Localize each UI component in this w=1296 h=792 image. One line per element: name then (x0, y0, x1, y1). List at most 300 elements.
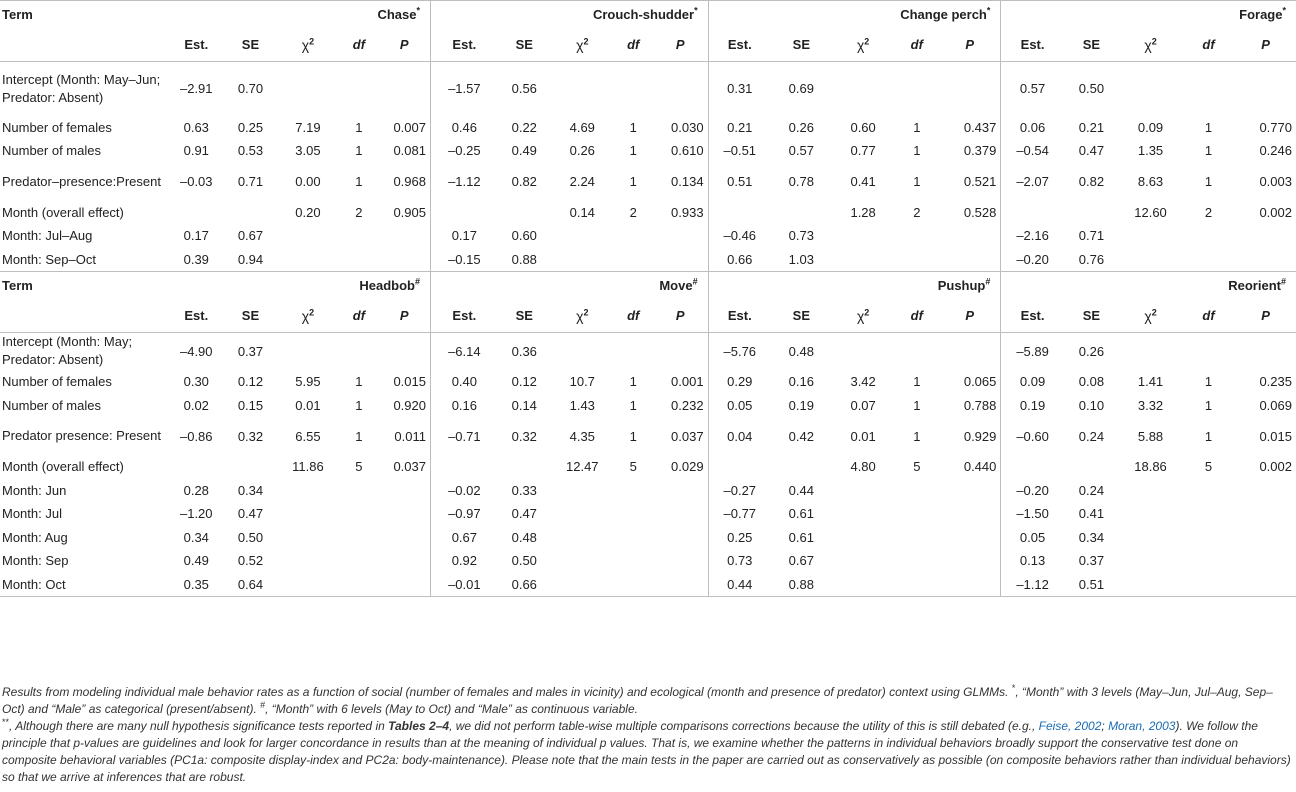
data-cell: –2.91 (179, 81, 213, 97)
data-cell (832, 502, 895, 526)
data-cell: 0.920 (393, 397, 426, 413)
data-cell (1119, 479, 1182, 503)
col-est: Est. (1001, 29, 1064, 62)
col-p: P (378, 299, 430, 332)
data-cell: 0.07 (850, 397, 876, 413)
data-cell (378, 502, 430, 526)
table-row (0, 332, 1296, 370)
col-est: Est. (168, 29, 224, 62)
row-term: Intercept (Month: May–Jun; Predator: Absent) (2, 71, 161, 105)
data-cell: 1 (629, 143, 637, 159)
data-cell (939, 573, 1001, 597)
data-cell (1235, 248, 1296, 272)
data-cell: 0.94 (224, 248, 276, 272)
group-header: Forage* (1001, 1, 1296, 29)
col-est: Est. (708, 299, 771, 332)
chi-symbol: $\chi^2$ (301, 306, 315, 324)
col-se: SE (771, 29, 832, 62)
data-cell (277, 479, 340, 503)
data-cell: –2.16 (1001, 224, 1064, 248)
data-cell: 0.69 (788, 81, 814, 97)
data-cell (277, 549, 340, 573)
col-df: df (614, 299, 653, 332)
col-p: P (653, 299, 708, 332)
data-cell: 0.26 (569, 143, 595, 159)
table-a-column-header (0, 29, 1296, 62)
data-cell (895, 526, 939, 550)
data-cell: –0.60 (1001, 417, 1064, 455)
data-cell: 0.12 (511, 374, 537, 390)
data-cell: 0.05 (1001, 526, 1064, 550)
data-cell (277, 573, 340, 597)
tables-reference[interactable]: Tables 2–4 (388, 719, 450, 733)
data-cell: 0.24 (1078, 428, 1105, 444)
data-cell: 0.41 (850, 174, 876, 189)
data-cell: 0.50 (511, 553, 537, 569)
data-cell (378, 224, 430, 248)
data-cell: 0.63 (183, 119, 209, 135)
data-cell (551, 573, 614, 597)
col-df: df (895, 29, 939, 62)
data-cell: 0.61 (788, 529, 814, 545)
data-cell: 1.41 (1137, 374, 1164, 390)
data-cell: 0.28 (183, 482, 209, 498)
table-row (0, 62, 1296, 116)
data-cell: 0.44 (708, 573, 771, 597)
data-cell: 0.20 (295, 204, 321, 220)
data-cell: 0.61 (788, 506, 814, 522)
data-cell: 0.57 (788, 143, 814, 159)
data-cell: 0.002 (1259, 204, 1292, 220)
data-cell: –2.07 (1001, 163, 1064, 201)
data-cell: –0.54 (1001, 139, 1064, 163)
data-cell: 0.50 (1078, 81, 1105, 97)
data-cell: 0.88 (771, 573, 832, 597)
data-cell: 0.31 (708, 62, 771, 116)
data-cell (614, 248, 653, 272)
data-cell: 0.50 (237, 529, 264, 545)
data-cell: 0.82 (1078, 174, 1105, 189)
data-cell: 0.521 (963, 174, 997, 189)
data-cell: 1 (913, 174, 921, 189)
table-row (0, 163, 1296, 201)
data-cell (1119, 526, 1182, 550)
data-cell (1119, 573, 1182, 597)
data-cell: 0.06 (1001, 116, 1064, 140)
data-cell (832, 248, 895, 272)
col-est: Est. (708, 29, 771, 62)
data-cell: 0.60 (850, 119, 876, 135)
data-cell (895, 248, 939, 272)
chi-exponent: 2 (309, 306, 315, 317)
data-cell (653, 549, 708, 573)
data-cell: 0.015 (1259, 428, 1292, 444)
data-cell: 1.35 (1137, 143, 1164, 159)
data-cell: 0.36 (511, 343, 537, 359)
data-cell: 0.76 (1064, 248, 1119, 272)
data-cell (939, 549, 1001, 573)
col-p: P (653, 29, 708, 62)
data-cell: 5 (629, 459, 637, 475)
data-cell (832, 573, 895, 597)
col-chi-square (551, 299, 614, 332)
chi-symbol: $\chi^2$ (576, 36, 589, 54)
data-cell (551, 62, 614, 116)
data-cell: 1 (913, 143, 921, 159)
data-cell: 0.42 (788, 428, 814, 444)
data-cell (277, 224, 340, 248)
data-cell (653, 479, 708, 503)
data-cell: 0.610 (671, 143, 704, 159)
col-chi-square (277, 299, 340, 332)
chi-symbol: $\chi^2$ (856, 36, 870, 54)
data-cell (378, 549, 430, 573)
data-cell: 0.66 (708, 248, 771, 272)
data-cell: –1.12 (1001, 573, 1064, 597)
data-cell: 0.24 (1078, 482, 1105, 498)
data-cell: 0.57 (1001, 62, 1064, 116)
data-cell: 0.82 (511, 174, 537, 189)
data-cell (1119, 248, 1182, 272)
table-row (0, 116, 1296, 140)
data-cell: 0.21 (1078, 119, 1105, 135)
data-cell: 0.53 (237, 143, 264, 159)
data-cell: 1 (355, 374, 363, 390)
data-cell: 0.081 (393, 143, 426, 159)
data-cell: 0.22 (511, 119, 537, 135)
data-cell: 0.069 (1259, 397, 1292, 413)
col-chi-square (832, 29, 895, 62)
data-cell (771, 201, 832, 225)
data-cell: 4.69 (569, 119, 595, 135)
data-cell: 0.34 (237, 482, 264, 498)
term-header: Term (0, 1, 168, 29)
data-cell (653, 332, 708, 370)
data-cell: 2 (355, 204, 363, 220)
data-cell: 1.43 (569, 397, 595, 413)
citation-link[interactable]: Feise, 2002 (1038, 719, 1102, 733)
col-p: P (939, 29, 1001, 62)
data-cell (1235, 526, 1296, 550)
data-cell: 1 (629, 174, 637, 189)
data-cell: 3.42 (850, 374, 876, 390)
data-cell: 1 (355, 119, 363, 135)
col-chi-square (551, 29, 614, 62)
data-cell: –0.86 (179, 428, 213, 444)
data-cell: 0.29 (708, 370, 771, 394)
term-header: Term (0, 271, 168, 299)
data-cell: 0.788 (963, 397, 997, 413)
data-cell: 0.12 (237, 374, 264, 390)
data-cell: 0.71 (237, 174, 264, 189)
data-cell (895, 62, 939, 116)
chi-symbol: $\chi^2$ (301, 36, 315, 54)
row-term: Predator–presence:Present (2, 173, 161, 189)
data-cell (653, 248, 708, 272)
data-cell: 0.037 (393, 459, 426, 475)
data-cell: 0.49 (183, 553, 209, 569)
data-cell: 0.32 (511, 428, 537, 444)
col-df: df (1182, 299, 1235, 332)
data-cell (1119, 224, 1182, 248)
citation-link[interactable]: Moran, 2003 (1108, 719, 1176, 733)
col-est: Est. (1001, 299, 1064, 332)
data-cell: 0.21 (708, 116, 771, 140)
data-cell (430, 455, 497, 479)
data-cell: 0.235 (1259, 374, 1292, 390)
col-se: SE (224, 299, 276, 332)
data-cell (551, 479, 614, 503)
data-cell: 0.60 (511, 228, 537, 244)
data-cell: 10.7 (569, 374, 595, 390)
data-cell: 0.39 (168, 248, 224, 272)
data-cell (614, 224, 653, 248)
data-cell: 5 (913, 459, 921, 475)
data-cell (339, 526, 378, 550)
data-cell: 5 (355, 459, 363, 475)
data-cell: 0.41 (1078, 506, 1105, 522)
data-cell (653, 526, 708, 550)
data-cell: 0.15 (237, 397, 264, 413)
data-cell: 0.35 (168, 573, 224, 597)
data-cell: 0.065 (963, 374, 997, 390)
data-cell: 11.86 (292, 459, 324, 475)
data-cell: 0.09 (1001, 370, 1064, 394)
data-cell (339, 62, 378, 116)
data-cell (653, 224, 708, 248)
table-footnotes (2, 684, 1292, 786)
table-b-column-header (0, 299, 1296, 332)
data-cell: –0.97 (430, 502, 497, 526)
data-cell (832, 526, 895, 550)
row-term: Month: Sep–Oct (0, 248, 168, 272)
data-cell: 0.00 (295, 174, 321, 189)
data-cell: 0.528 (963, 204, 997, 220)
data-cell (339, 224, 378, 248)
data-cell (339, 502, 378, 526)
data-cell (939, 332, 1001, 370)
table-row (0, 139, 1296, 163)
data-cell: 0.002 (1259, 459, 1292, 475)
row-term: Intercept (Month: May; Predator: Absent) (2, 334, 133, 368)
data-cell (277, 526, 340, 550)
table-row (0, 224, 1296, 248)
data-cell: 4.80 (850, 459, 876, 475)
data-cell (1182, 479, 1235, 503)
data-cell: 1 (1204, 428, 1213, 444)
data-cell: 0.09 (1137, 119, 1164, 135)
row-term: Month: Jul (2, 506, 62, 522)
data-cell: 0.933 (671, 204, 704, 220)
data-cell (224, 455, 276, 479)
term-header-spacer (0, 299, 168, 332)
data-cell: 0.10 (1078, 397, 1105, 413)
data-cell (832, 479, 895, 503)
data-cell (339, 332, 378, 370)
data-cell (1182, 549, 1235, 573)
data-cell: –1.57 (430, 62, 497, 116)
data-cell (653, 502, 708, 526)
data-cell: –0.01 (430, 573, 497, 597)
data-cell: 0.48 (511, 529, 537, 545)
row-term: Month: Oct (0, 573, 168, 597)
data-cell: 18.86 (1134, 459, 1167, 475)
data-cell: 0.73 (788, 228, 814, 244)
chi-symbol: $\chi^2$ (576, 306, 589, 324)
data-cell (1235, 573, 1296, 597)
data-cell (1182, 62, 1235, 116)
data-cell (832, 224, 895, 248)
data-cell: 0.44 (788, 482, 814, 498)
table-b-body (0, 271, 1296, 596)
data-cell: 0.52 (237, 553, 264, 569)
data-cell: 0.437 (963, 119, 997, 135)
data-cell (339, 549, 378, 573)
data-cell: –0.15 (430, 248, 497, 272)
data-cell (939, 526, 1001, 550)
data-cell (832, 549, 895, 573)
data-cell: 1 (629, 397, 637, 413)
col-df: df (339, 299, 378, 332)
table-row (0, 248, 1296, 272)
data-cell (895, 573, 939, 597)
data-cell (1235, 332, 1296, 370)
data-cell: 0.26 (788, 119, 814, 135)
data-cell: –1.20 (179, 506, 213, 522)
data-cell: –1.50 (1001, 502, 1064, 526)
data-cell: 0.379 (963, 143, 997, 159)
data-cell: 0.246 (1259, 143, 1292, 159)
data-cell: 0.440 (963, 459, 997, 475)
data-cell (551, 224, 614, 248)
term-header-spacer (0, 29, 168, 62)
table-row (0, 573, 1296, 597)
data-cell (1119, 549, 1182, 573)
group-header: Reorient# (1001, 271, 1296, 299)
data-cell (498, 455, 551, 479)
chi-exponent: 2 (583, 306, 589, 317)
data-cell: 0.19 (788, 397, 814, 413)
data-cell: 0.968 (393, 174, 426, 189)
data-cell (614, 332, 653, 370)
data-cell (1235, 62, 1296, 116)
data-cell: 0.78 (788, 174, 814, 189)
data-cell: 0.67 (430, 526, 497, 550)
data-cell: 0.14 (511, 397, 537, 413)
data-cell: –5.76 (708, 332, 771, 370)
data-cell: 0.67 (237, 228, 264, 244)
footnote-1: Results from modeling individual male behavior rates as a function of social (number of females and males in vicinity) and ecological (month and presence of predator) context using GLMMs. *, “Month” with 3 levels (May–Jun, Jul–Aug, Sep–Oct) and “Male” as categorical (present/absent). #, “Month” with 6 levels (May to Oct) and “Male” as continuous variable. (2, 683, 1273, 716)
data-cell: 1.03 (771, 248, 832, 272)
data-cell: 1 (1204, 174, 1213, 189)
data-cell: 3.32 (1137, 397, 1164, 413)
data-cell (614, 573, 653, 597)
data-cell (832, 332, 895, 370)
data-cell (378, 573, 430, 597)
data-cell: –1.12 (430, 163, 497, 201)
data-cell (339, 479, 378, 503)
data-cell (895, 332, 939, 370)
table-row (0, 479, 1296, 503)
data-cell: 0.17 (430, 224, 497, 248)
data-cell: 1 (355, 143, 363, 159)
row-term: Number of females (2, 119, 112, 135)
data-cell (378, 479, 430, 503)
col-se: SE (224, 29, 276, 62)
data-cell (378, 248, 430, 272)
col-df: df (1182, 29, 1235, 62)
data-cell: 0.01 (850, 428, 876, 444)
data-cell (1182, 573, 1235, 597)
data-cell: 0.134 (671, 174, 704, 189)
data-cell (1001, 201, 1064, 225)
data-cell: 0.02 (183, 397, 209, 413)
data-cell: 0.19 (1001, 394, 1064, 418)
row-term: Month: Jun (2, 482, 67, 498)
data-cell: 0.33 (511, 482, 537, 498)
table-row (0, 370, 1296, 394)
table-row (0, 455, 1296, 479)
data-cell (771, 455, 832, 479)
data-cell: 0.34 (183, 529, 209, 545)
col-chi-square (1119, 299, 1182, 332)
data-cell: 2 (913, 204, 921, 220)
data-cell: 0.007 (393, 119, 426, 135)
data-cell (939, 248, 1001, 272)
data-cell: 0.030 (671, 119, 704, 135)
data-cell (614, 62, 653, 116)
data-cell (378, 332, 430, 370)
data-cell: 5.88 (1137, 428, 1164, 444)
data-cell: 0.37 (1078, 553, 1105, 569)
data-cell: 2 (1204, 204, 1213, 220)
data-cell: 0.04 (708, 417, 771, 455)
data-cell (1182, 224, 1235, 248)
data-cell (895, 502, 939, 526)
data-cell: –0.25 (430, 139, 497, 163)
data-cell: 1 (913, 397, 921, 413)
data-cell: 0.56 (511, 81, 537, 97)
data-cell: 0.13 (1001, 549, 1064, 573)
data-cell (551, 526, 614, 550)
table-b-group-header (0, 271, 1296, 299)
col-chi-square (277, 29, 340, 62)
row-term: Month (overall effect) (2, 459, 124, 475)
chi-exponent: 2 (864, 306, 870, 317)
data-cell: 0.37 (237, 343, 264, 359)
data-cell (430, 201, 497, 225)
data-cell: –0.51 (708, 139, 771, 163)
row-term: Month (overall effect) (2, 204, 124, 220)
chi-symbol: $\chi^2$ (1144, 306, 1157, 324)
data-cell (551, 332, 614, 370)
row-term: Month: Aug (2, 529, 68, 545)
col-est: Est. (430, 299, 497, 332)
col-se: SE (1064, 29, 1119, 62)
data-cell: –0.77 (708, 502, 771, 526)
chi-exponent: 2 (1151, 36, 1157, 47)
data-cell: 1 (913, 119, 921, 135)
chi-symbol: $\chi^2$ (1144, 36, 1157, 54)
data-cell: 1 (629, 428, 637, 444)
table-row (0, 549, 1296, 573)
data-cell: 0.92 (430, 549, 497, 573)
data-cell: 0.16 (788, 374, 814, 390)
data-cell (1182, 332, 1235, 370)
data-cell: 1.28 (850, 204, 876, 220)
data-cell (224, 201, 276, 225)
data-cell: 0.26 (1078, 343, 1105, 359)
